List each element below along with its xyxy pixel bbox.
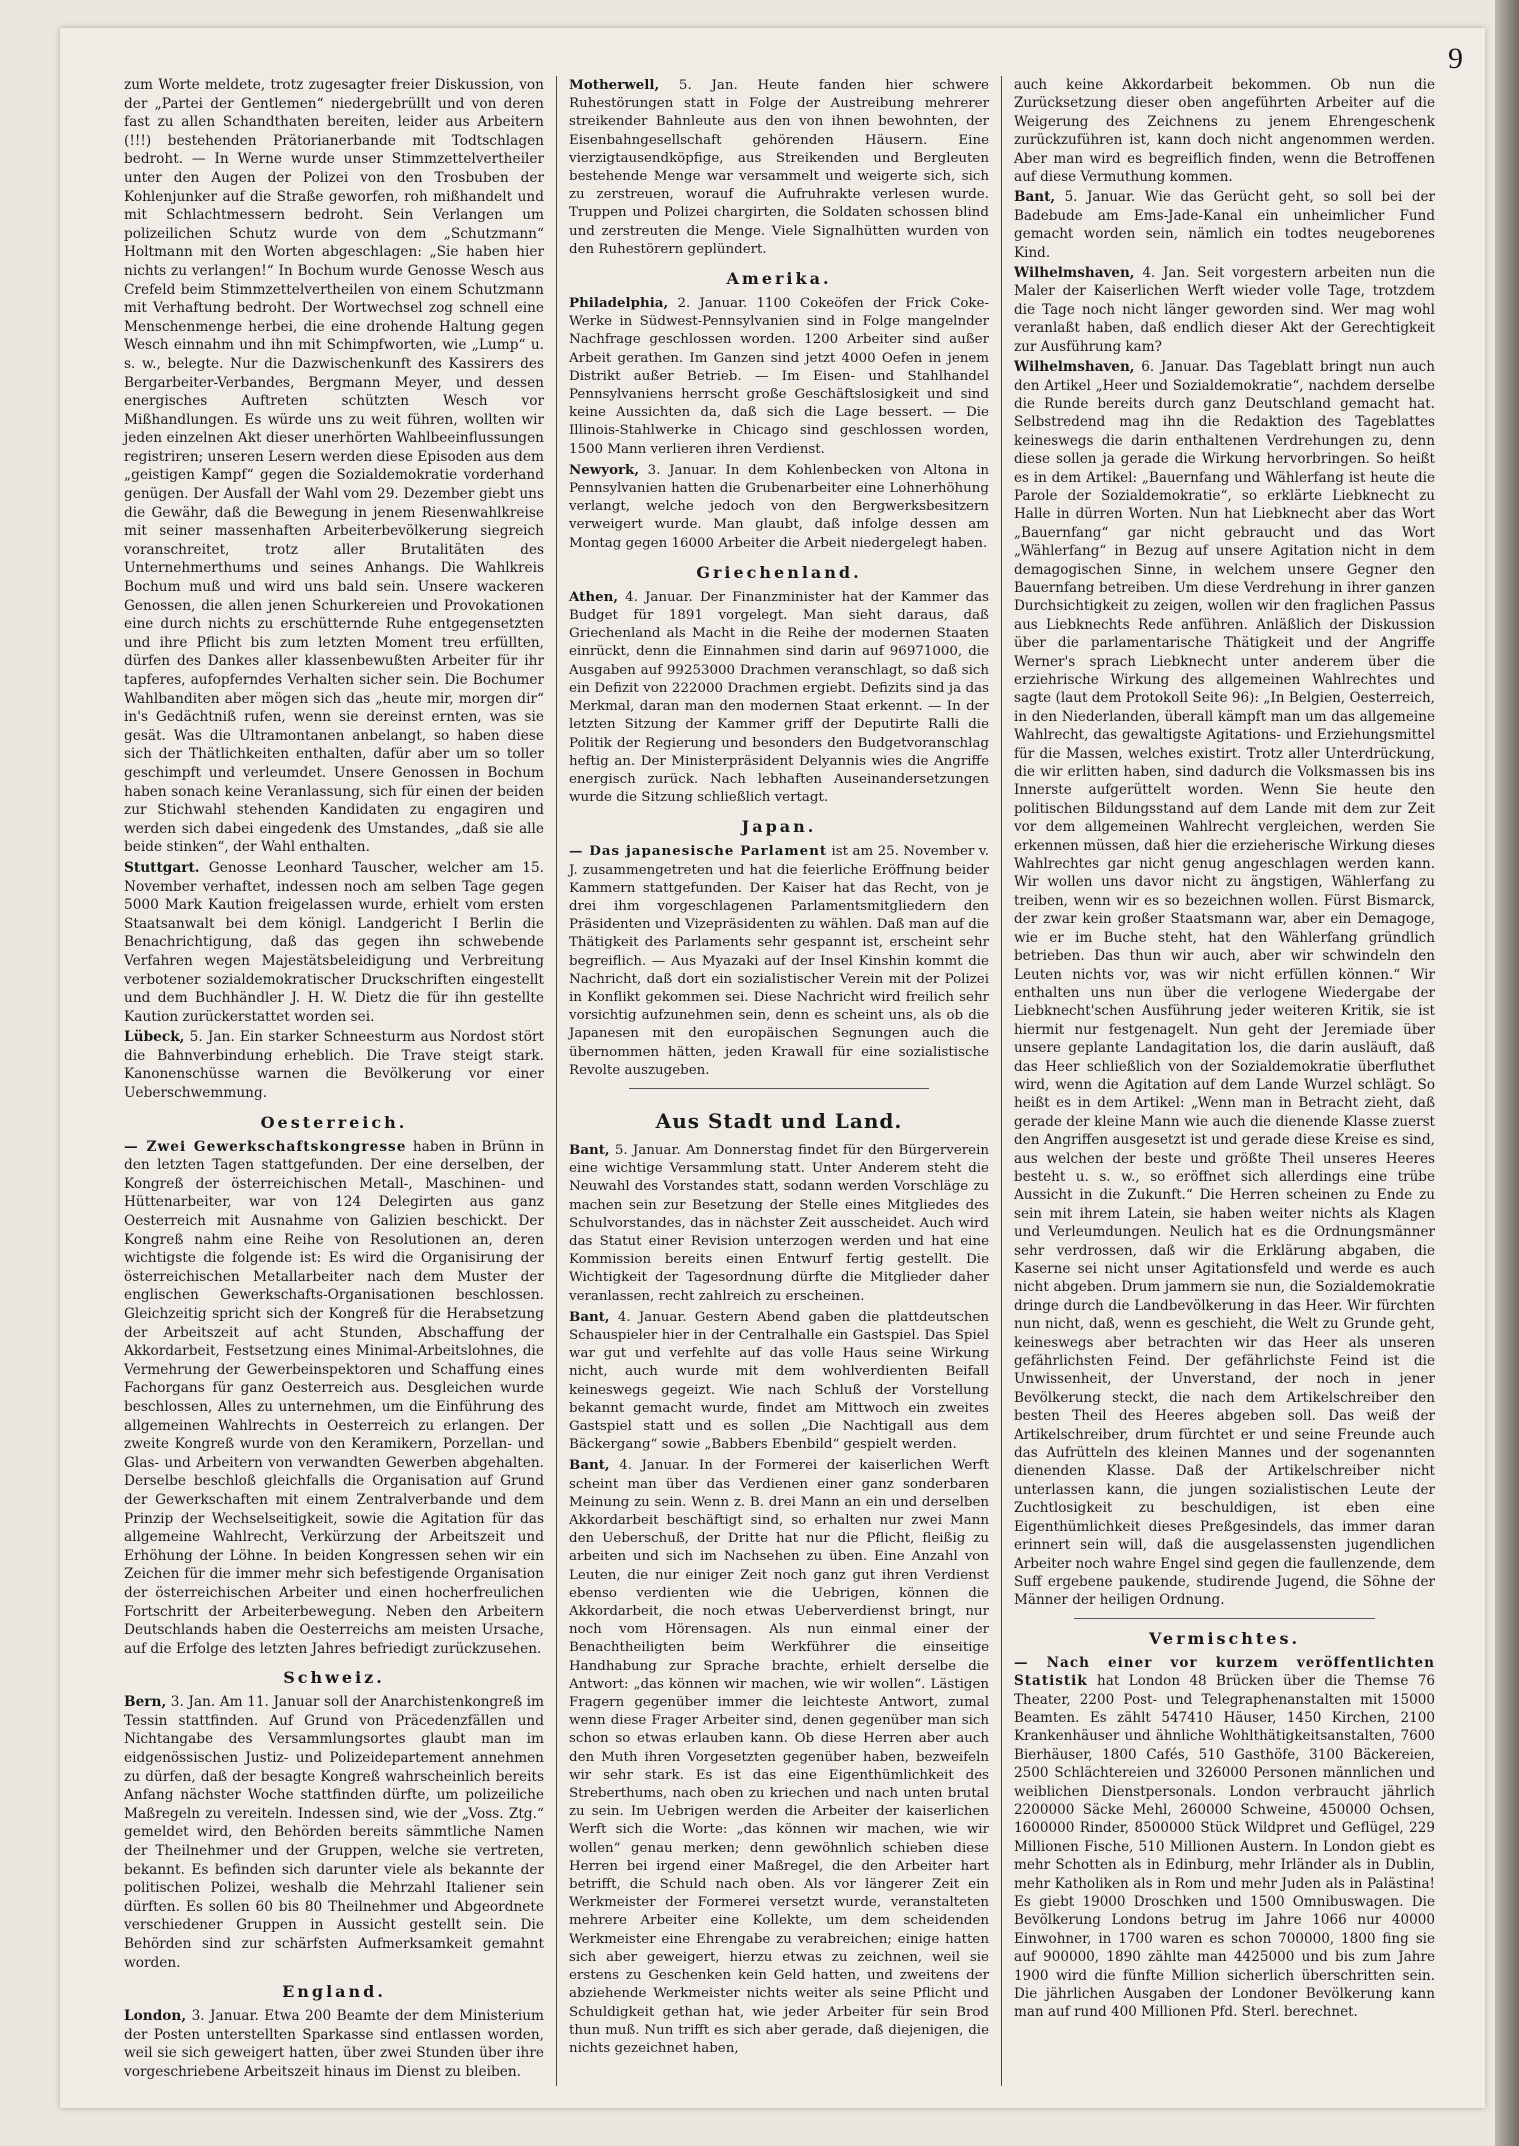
dateline-place: Stuttgart.: [124, 859, 200, 876]
article-paragraph: [569, 1308, 989, 1455]
section-heading: Japan.: [741, 817, 817, 837]
dateline-place: Bant,: [569, 1141, 610, 1158]
dateline-place: Newyork,: [569, 461, 639, 478]
article-lead: — Das japanesische Parlament: [569, 843, 828, 860]
section-heading: England.: [282, 1982, 386, 2002]
dateline-place: Bern,: [124, 1694, 167, 1711]
article-paragraph: [124, 76, 544, 857]
columns-container: [112, 76, 1447, 2086]
article-paragraph: [569, 461, 989, 553]
article-text: 3. Jan. Am 11. Januar soll der Anarchistenkongreß im Tessin stattfinden. Auf Grund von Präcedenzfällen und Nichtangabe des Versammlungsortes glaubt man im eidgenössischen Justiz- und Polizeidepartement annehmen zu dürfen, daß der besagte Kongreß wahrscheinlich bereits Anfang nächster Woche stattfinden dürfte, um polizeiliche Maßregeln zu vereiteln. Indessen sind, wie der „Voss. Ztg.“ gemeldet wird, den Behörden bereits sämmtliche Namen der Theilnehmer und der Gruppen, welche sie vertreten, bekannt. Es befinden sich darunter viele als bekannte der politischen Polizei, weshalb die Mehrzahl Italiener sein dürften. Es sollen 60 bis 80 Theilnehmer und Abgeordnete verschiedener Gruppen in Aussicht gestellt sein. Die Behörden sind zur schärfsten Aufmerksamkeit gemahnt worden.: [124, 1694, 544, 1971]
dateline-place: Motherwell,: [569, 77, 660, 93]
article-text: 5. Jan. Heute fanden hier schwere Ruhestörungen statt in Folge der Austreibung mehrerer streikender Bahnleute aus den von ihnen bewohnten, der Eisenbahngesellschaft gehörenden Häusern. Eine vierzigtausendköpfige, aus Streikenden und Bergleuten bestehende Menge war versammelt und weigerte sich, sich zu zerstreuen, worauf die Aufruhrakte verlesen wurde. Truppen und Polizei chargirten, die Soldaten schossen blind und zerstreuten die Menge. Viele Signalhütten wurden von den Ruhestörern geplündert.: [569, 78, 989, 257]
column-middle: [557, 76, 1002, 2086]
dateline-place: Philadelphia,: [569, 295, 669, 312]
article-text: zum Worte meldete, trotz zugesagter freier Diskussion, von der „Partei der Gentlemen“ niedergebrüllt und von deren fast zu allen Schandthaten bereiten, leider aus Arbeitern (!!!) bestehenden Prätorianerbande mit Todtschlagen bedroht. — In Werne wurde unser Stimmzettelvertheiler unter den Augen der Polizei von den Trosbuben der Kohlenjunker auf die Straße geworfen, roh mißhandelt und mit Schlachtmessern bedroht. Sein Verlangen um polizeilichen Schutz wurde von dem „Schutzmann“ Holtmann mit den Worten abgeschlagen: „Sie haben hier nichts zu verlangen!“ In Bochum wurde Genosse Wesch aus Crefeld beim Stimmzettelvertheilen von einem Schutzmann mit Verhaftung bedroht. Der Wortwechsel zog schnell eine Menschenmenge herbei, die eine drohende Haltung gegen Wesch einnahm und ihn mit Schimpfworten, wie „Lump“ u. s. w., belegte. Nur die Dazwischenkunft des Kassirers des Bergarbeiter-Verbandes, Bergmann Meyer, und dessen energisches Auftreten schützten Wesch vor Mißhandlungen. Es würde uns zu weit führen, wollten wir jeden einzelnen Akt dieser unerhörten Wahlbeeinflussungen registriren; unseren Lesern werden diese Episoden aus dem „geistigen Kampf“ gegen die Sozialdemokratie vorderhand genügen. Der Ausfall der Wahl vom 29. Dezember giebt uns die Gewähr, daß die Bewegung in jenem Riesenwahlkreise mit seiner massenhaften Arbeiterbevölkerung siegreich voranschreitet, trotz aller Brutalitäten des Unternehmerthums und seines Anhangs. Die Wahlkreis Bochum muß und wird uns bald sein. Unsere wackeren Genossen, die allen jenen Schurkereien und Provokationen eine durch nichts zu erschütternde Ruhe entgegensetzten und ihre Pflicht bis zum letzten Moment treu erfüllten, dürfen des Dankes aller klassenbewußten Arbeiter für ihr tapferes, aufopferndes Verhalten sicher sein. Die Bochumer Wahlbanditen aber mögen sich das „heute mir, morgen dir“ in's Gedächtniß rufen, wenn sie dereinst ernten, was sie gesät. Was die Ultramontanen anbelangt, so haben diese sich der Thätlichkeiten enthalten, dafür aber um so toller geschimpft und verleumdet. Unsere Genossen in Bochum haben sonach keine Veranlassung, sich für einen der beiden zur Stichwahl stehenden Kandidaten zu engagiren und werden sich dabei eingedenk des Umstandes, „daß sie alle beide stinken“, der Wahl enthalten.: [124, 77, 544, 856]
dateline-place: Bant,: [569, 1457, 610, 1474]
article-paragraph: [124, 2007, 544, 2081]
dateline-place: Bant,: [1014, 189, 1056, 206]
article-paragraph: [569, 588, 989, 807]
section-heading: Amerika.: [726, 269, 832, 289]
page-number: 9: [1448, 42, 1463, 75]
dateline-place: London,: [124, 2008, 187, 2025]
article-paragraph: [569, 842, 989, 1080]
page-edge-shadow: [1495, 0, 1519, 2146]
article-paragraph: [124, 1028, 544, 1102]
section-heading: Oesterreich.: [260, 1112, 408, 1132]
article-text: 2. Januar. 1100 Cokeöfen der Frick Coke-Werke in Südwest-Pennsylvanien sind in Folge mangelnder Nachfrage geschlossen worden. 1200 Arbeiter sind außer Arbeit gerathen. Im Ganzen sind jetzt 4000 Oefen in jenem Distrikt außer Betrieb. — Im Eisen- und Stahlhandel Pennsylvaniens herrscht große Geschäftslosigkeit und sind keine Aussichten da, daß sich die Lage bessert. — Die Illinois-Stahlwerke in Chicago sind geschlossen worden, 1500 Mann verlieren ihren Verdienst.: [569, 296, 989, 457]
article-paragraph: [124, 1693, 544, 1972]
article-text: 5. Jan. Ein starker Schneesturm aus Nordost stört die Bahnverbindung erheblich. Die Trave steigt stark. Kanonenschüsse warnen die Bevölkerung vor einer Ueberschwemmung.: [124, 1029, 544, 1102]
article-paragraph: [569, 1456, 989, 2058]
dateline-place: Athen,: [569, 588, 618, 605]
section-heading: Schweiz.: [283, 1668, 385, 1688]
article-paragraph: [1014, 358, 1435, 1610]
article-text: 4. Januar. Gestern Abend gaben die plattdeutschen Schauspieler hier in der Centralhalle ein Gastspiel. Das Spiel war gut und verfehlte auf das volle Haus seine Wirkung nicht, auch wurde mit dem wohlverdienten Beifall keineswegs gegeizt. Wie nach Schluß der Vorstellung bekannt gemacht wurde, findet am Mittwoch ein zweites Gastspiel statt und es sollen „Die Nachtigall aus dem Bäckergang“ sowie „Babbers Ebenbild“ gespielt werden.: [569, 1309, 989, 1453]
article-paragraph: [569, 294, 989, 459]
article-paragraph: [124, 1138, 544, 1659]
article-text: 4. Jan. Seit vorgestern arbeiten nun die Maler der Kaiserlichen Werft wieder volle Tage, trotzdem die Tage noch nicht länger geworden sind. Wer mag wohl veranlaßt haben, daß endlich dieser Akt der Gerechtigkeit zur Ausführung kam?: [1014, 265, 1436, 355]
dateline-place: Wilhelmshaven,: [1014, 359, 1135, 376]
column-left: [112, 76, 557, 2086]
article-paragraph: [1014, 264, 1435, 356]
article-paragraph: [124, 859, 544, 1026]
article-paragraph: [569, 76, 989, 259]
article-paragraph: [1014, 188, 1435, 262]
article-lead: — Zwei Gewerkschaftskongresse: [124, 1138, 407, 1155]
dateline-place: Bant,: [569, 1308, 610, 1325]
newspaper-page: [60, 28, 1485, 2108]
article-text: 5. Januar. Am Donnerstag findet für den Bürgerverein eine wichtige Versammlung statt. Unter Anderem steht die Neuwahl des Vorstandes statt, sodann werden Vorschläge zu machen sein zur Besetzung der Stelle eines Mitgliedes des Schulvorstandes, das in nächster Zeit ausscheidet. Auch wird das Statut einer Revision unterzogen werden und hat eine Kommission bereits einen Entwurf fertig gestellt. Die Wichtigkeit der Tagesordnung dürfte die Mitglieder daher veranlassen, recht zahlreich zu erscheinen.: [569, 1142, 989, 1304]
dateline-place: Wilhelmshaven,: [1014, 265, 1135, 282]
article-text: 3. Januar. Etwa 200 Beamte der dem Ministerium der Posten unterstellten Sparkasse sind entlassen worden, weil sie sich geweigert hatten, über zwei Stunden über ihre vorgeschriebene Arbeitszeit hinaus im Dienst zu bleiben.: [124, 2008, 545, 2080]
article-text: hat London 48 Brücken über die Themse 76 Theater, 2200 Post- und Telegraphenanstalten mit 15000 Beamten. Es zählt 547410 Häuser, 1450 Kirchen, 2100 Krankenhäuser und ähnliche Wohlthätigkeitsanstalten, 7600 Bierhäuser, 1800 Cafés, 510 Gasthöfe, 3100 Bäckereien, 2500 Schlächtereien und 326000 Personen männlichen und weiblichen Dienstpersonals. London verbraucht jährlich 2200000 Säcke Mehl, 260000 Schweine, 450000 Ochsen, 1600000 Rinder, 8500000 Stück Wildpret und Geflügel, 229 Millionen Fische, 510 Millionen Austern. In London giebt es mehr Schotten als in Edinburg, mehr Irländer als in Dublin, mehr Katholiken als in Rom und mehr Juden als in Palästina! Es giebt 19000 Droschken und 1500 Omnibuswagen. Die Bevölkerung Londons betrug im Jahre 1066 nur 40000 Einwohner, in 1700 waren es schon 700000, 1800 fing sie auf 900000, 1890 zählte man 4425000 und bis zum Jahre 1900 wird die fünfte Million sicherlich überschritten sein. Die jährlichen Ausgaben der Londoner Bevölkerung kann man auf rund 400 Millionen Pfd. Sterl. berechnet.: [1014, 1673, 1435, 2021]
section-heading: Griechenland.: [696, 562, 862, 582]
article-text: Genosse Leonhard Tauscher, welcher am 15. November verhaftet, indessen noch am selben Tage gegen 5000 Mark Kaution freigelassen wurde, erhielt vom ersten Staatsanwalt bei dem königl. Landgericht I Berlin die Benachrichtigung, daß das gegen ihn schwebende Verfahren wegen Majestätsbeleidigung und Verbreitung verbotener sozialdemokratischer Druckschriften eingestellt und dem Buchhändler J. H. W. Dietz die für ihn gestellte Kaution zurückerstattet worden sei.: [124, 859, 545, 1025]
article-text: 5. Januar. Wie das Gerücht geht, so soll bei der Badebude am Ems-Jade-Kanal ein unheimlicher Fund gemacht worden sein, nämlich ein todtes neugeborenes Kind.: [1014, 189, 1435, 261]
section-heading: Aus Stadt und Land.: [655, 1108, 903, 1133]
article-text: 4. Januar. In der Formerei der kaiserlichen Werft scheint man über das Verdienen einer ganz sonderbaren Meinung zu sein. Wenn z. B. drei Mann an ein und derselben Akkordarbeit beschäftigt sind, so erhalten nur zwei Mann den Ueberschuß, der Dritte hat nur die Pflicht, fleißig zu arbeiten und sich im Nachsehen zu üben. Eine Anzahl von Leuten, die nur einiger Zeit noch ganz gut ihren Verdienst ebenso verdienten wie die Uebrigen, können die Akkordarbeit, die noch etwas Ueberverdienst bringt, nur noch vom Hörensagen. Als nun einmal einer der Benachtheiligten beim Werkführer die einseitige Handhabung zur Sprache brachte, erhielt derselbe die Antwort: „das können wir machen, wie wir wollen“. Lästigen Fragern gegenüber immer die leichteste Antwort, zumal wenn diese Frager Arbeiter sind, denen gegenüber man sich schon so etwas erlauben kann. Ob diese Herren aber auch den Muth ihren Vorgesetzten gegenüber haben, bezweifeln wir sehr stark. Es ist das eine Eigenthümlichkeit des Streberthums, nach oben zu kriechen und nach unten brutal zu sein. Im Uebrigen werden die Arbeiter der kaiserlichen Werft sich die Worte: „das können wir machen, wie wir wollen“ genau merken; denn gewöhnlich schieben diese Herren bei irgend einer Maßregel, die den Arbeiter hart betrifft, die Schuld nach oben. Als vor längerer Zeit ein Werkmeister der Formerei versetzt wurde, veranstalteten mehrere Arbeiter eine Kollekte, um dem scheidenden Werkmeister eine Ehrengabe zu verabreichen; einige hatten sich aber geweigert, hierzu etwas zu zeichnen, weil sie erstens zu Geschenken kein Geld hatten, und zweitens der abziehende Werkmeister nichts weiter als seine Pflicht und Schuldigkeit gethan hat, wie jeder Arbeiter für sein Brod thun muß. Nun trifft es sich aber gerade, daß diejenigen, die nichts gezeichnet haben,: [569, 1458, 990, 2056]
article-text: 3. Januar. In dem Kohlenbecken von Altona in Pennsylvanien hatten die Grubenarbeiter eine Lohnerhöhung verlangt, welche jedoch von den Bergwerksbesitzern verweigert wurde. Man glaubt, daß infolge dessen am Montag gegen 16000 Arbeiter die Arbeit niedergelegt haben.: [569, 462, 989, 551]
article-text: ist am 25. November v. J. zusammengetreten und hat die feierliche Eröffnung beider Kammern stattgefunden. Der Kaiser hat das Recht, von je drei ihm vorgeschlagenen Parlamentsmitgliedern den Präsidenten und Vizepräsidenten zu wählen. Daß man auf die Thätigkeit des Parlaments sehr gespannt ist, erscheint sehr begreiflich. — Aus Myazaki auf der Insel Kinshin kommt die Nachricht, daß dort ein sozialistischer Verein mit der Polizei in Konflikt gekommen sei. Diese Nachricht wird freilich sehr vorsichtig aufzunehmen sein, denn es scheint uns, als ob die Japanesen mit den europäischen Segnungen auch die übernommen hätten, jeden Krawall für eine sozialistische Revolte auszugeben.: [569, 844, 989, 1078]
article-lead: — Nach einer vor kurzem veröffentlichten Statistik: [1014, 1654, 1435, 1690]
article-paragraph: [569, 1141, 989, 1306]
article-text: 6. Januar. Das Tageblatt bringt nun auch den Artikel „Heer und Sozialdemokratie“, nachdem derselbe die Runde bereits durch ganz Deutschland gemacht hat. Selbstredend mag ihn die Redaktion des Tageblattes keineswegs die darin enthaltenen Verdrehungen zu, denn diese sollen ja gerade die Wirkung hervorbringen. So heißt es in dem Artikel: „Bauernfang und Wählerfang ist heute die Parole der Sozialdemokratie“, so erklärte Liebknecht zu Halle in dürren Worten. Nun hat Liebknecht aber das Wort „Bauernfang“ gar nicht gebraucht und das Wort „Wählerfang“ in Bezug auf unsere Agitation nicht in dem demagogischen Sinne, in welchem unsere Gegner den Bauernfang betreiben. Um diese Verdrehung in ihrer ganzen Durchsichtigkeit zu zeigen, wollen wir den fraglichen Passus aus Liebknechts Rede anführen. Anläßlich der Diskussion über die parlamentarische Thätigkeit und der Angriffe Werner's sprach Liebknecht unter anderem über die erziehrische Wirkung des allgemeinen Wahlrechtes und sagte (laut dem Protokoll Seite 96): „In Belgien, Oesterreich, in den Niederlanden, überall kämpft man um das allgemeine Wahlrecht, das gewaltigste Agitations- und Erziehungsmittel für die Massen, welches existirt. Trotz aller Unterdrückung, die wir erlitten haben, sind dadurch die Volksmassen bis ins Innerste aufgerüttelt worden. Wenn Sie heute den politischen Bildungsstand auf dem Lande mit dem zur Zeit vor dem allgemeinen Wahlrecht vergleichen, werden Sie erkennen müssen, daß hier die erzieherische Wirkung dieses Wahlrechtes gar nicht genug angeschlagen werden kann. Wir wollen uns davor nicht zu ängstigen, Wählerfang zu treiben, wenn wir es so bezeichnen wollen. Fürst Bismarck, der zwar kein großer Staatsmann war, aber ein Demagoge, wie er im Buche steht, hat den Wählerfang gründlich betrieben. Das thun wir auch, aber wir schwindeln den Leuten nichts vor, was wir nicht erfüllen können.“ Wir enthalten uns nun über die verlogene Wiedergabe der Liebknecht'schen Ausführung jeder weiteren Kritik, sie ist hiermit nur festgenagelt. Nun geht der Jeremiade über unsere geplante Landagitation los, die darin ausläuft, daß das Heer schließlich von der Sozialdemokratie überfluthet wird, wenn die Agitation auf dem Lande Wurzel schlägt. So heißt es in dem Artikel: „Wenn man in Betracht zieht, daß gerade der kleine Mann wie auch die dienende Klasse zuerst den Angriffen ausgesetzt ist und gerade diese Kreise es sind, aus welchen der beste und größte Theil unseres Heeres besteht u. s. w., so eröffnet sich allerdings eine trübe Aussicht in die Zukunft.“ Die Herren scheinen zu Ende zu sein mit ihrem Latein, sie haben weiter nichts als Klagen und Verleumdungen. Neulich hat es die Ordnungsmänner sehr verdrossen, daß wir die Erklärung abgaben, die Kaserne sei nicht unser Agitationsfeld und werde es auch nicht abgeben. Drum jammern sie nun, die Sozialdemokratie dringe durch die Landbevölkerung in das Heer. Wir fürchten nun nicht, daß, wenn es geschieht, die Welt zu Grunde geht, keineswegs aber betrachten wir das Heer als unseren gefährlichsten Feind. Der gefährlichste Feind ist die Unwissenheit, der Unverstand, der noch in jener Bevölkerung steckt, die nach dem Artikelschreiber den besten Theil des Heeres abgeben soll. Das weiß der Artikelschreiber, drum fürchtet er und seine Freunde auch das Aufrütteln des kleinen Mannes und der sogenannten dienenden Klasse. Daß der Artikelschreiber nicht unterlassen kann, die jungen sozialistischen Leute der Zuchtlosigkeit zu beschuldigen, ist eben eine Eigenthümlichkeit dieses Preßgesindels, das immer daran erinnert sein will, daß die ausgelassensten jugendlichen Arbeiter noch wahre Engel sind gegen die faullenzende, dem Suff ergebene paukende, studirende Jugend, die Söhne der Männer der heiligen Ordnung.: [1014, 359, 1435, 1609]
article-text: 4. Januar. Der Finanzminister hat der Kammer das Budget für 1891 vorgelegt. Man sieht daraus, daß Griechenland als Macht in die Reihe der modernen Staaten einrückt, denn die Einnahmen sind darin auf 96971000, die Ausgaben auf 99253000 Drachmen veranschlagt, so daß sich ein Defizit von 222000 Drachmen ergiebt. Defizits sind ja das Merkmal, daran man den modernen Staat erkennt. — In der letzten Sitzung der Kammer griff der Deputirte Ralli die Politik der Regierung und besonders den Budgetvoranschlag heftig an. Der Ministerpräsident Delyannis wies die Angriffe energisch zurück. Nach lebhaften Auseinandersetzungen wurde die Sitzung schließlich vertagt.: [569, 589, 990, 806]
dateline-place: Lübeck,: [124, 1029, 185, 1046]
divider-rule: [1074, 1618, 1375, 1619]
article-text: haben in Brünn in den letzten Tagen stattgefunden. Der eine derselben, der Kongreß der österreichischen Metall-, Maschinen- und Hüttenarbeiter, war von 124 Delegirten aus ganz Oesterreich mit Ausnahme von Galizien beschickt. Der Kongreß nahm eine Reihe von Resolutionen an, deren wichtigste die folgende ist: Es wird die Organisirung der österreichischen Metallarbeiter nach dem Muster der englischen Gewerkschafts-Organisationen beschlossen. Gleichzeitig spricht sich der Kongreß für die Herabsetzung der Arbeitszeit auf acht Stunden, Abschaffung der Akkordarbeit, Festsetzung eines Minimal-Arbeitslohnes, die Vermehrung der Gewerbeinspektoren und Schaffung eines Fachorgans für ganz Oesterreich aus. Desgleichen wurde beschlossen, Alles zu unternehmen, um die Einführung des allgemeinen Wahlrechts in Oesterreich zu erlangen. Der zweite Kongreß wurde von den Keramikern, Porzellan- und Glas- und Arbeitern von verwandten Gewerben abgehalten. Derselbe beschloß gleichfalls die Organisation auf Grund der Gewerkschaften mit einem Zentralverbande und dem Prinzip der Wechselseitigkeit, sowie die Agitation für das allgemeine Wahlrecht, Verkürzung der Arbeitszeit und Erhöhung der Löhne. In beiden Kongressen sehen wir ein Zeichen für die immer mehr sich befestigende Organisation der österreichischen Arbeiter und einen hocherfreulichen Fortschritt der Arbeiterbewegung. Neben den Arbeitern Deutschlands haben die Oesterreichs am meisten Ursache, auf die Erfolge des letzten Jahres befriedigt zurückzusehen.: [124, 1138, 545, 1657]
article-text: auch keine Akkordarbeit bekommen. Ob nun die Zurücksetzung dieser oben angeführten Arbeiter auf die Weigerung des Zeichnens zu jenem Ehrengeschenk zurückzuführen ist, kann doch nicht angenommen werden. Aber man wird es begreiflich finden, wenn die Betroffenen auf diese Vermuthung kommen.: [1014, 77, 1435, 186]
article-paragraph: [1014, 1654, 1435, 2022]
column-right: [1002, 76, 1447, 2086]
divider-rule: [629, 1088, 929, 1089]
article-paragraph: [1014, 76, 1435, 186]
section-heading: Vermischtes.: [1148, 1628, 1301, 1648]
